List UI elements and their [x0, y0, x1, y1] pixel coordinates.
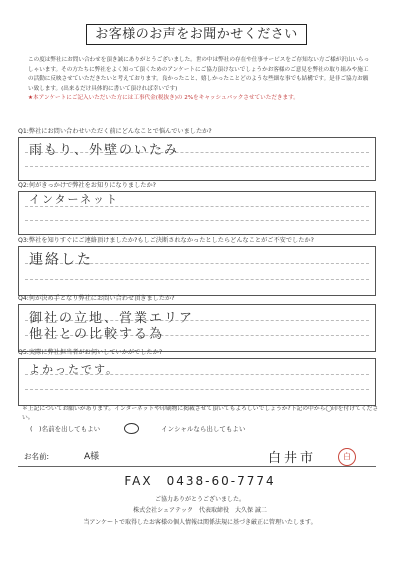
- ruled-line: [25, 279, 369, 280]
- question-3-label: Q3:弊社を知りすぐにご連絡頂けましたか?もしご決断されなかったとしたらどんなことがご不安でしたか?: [18, 237, 314, 244]
- name-value: A様: [84, 452, 100, 462]
- thanks-text: ご協力ありがとうございました。: [154, 496, 245, 503]
- answer-box-3: [18, 246, 376, 296]
- answer-box-2: [18, 191, 376, 235]
- question-4: [18, 294, 376, 352]
- question-1-label: Q1:弊社にお問い合わせいただく前にどんなことで悩んでいましたか?: [18, 128, 212, 135]
- privacy-note: 当アンケートで取得したお客様の個人情報は関係法規に基づき厳正に管理いたします。: [83, 519, 317, 526]
- answer-1: 雨もり、外壁のいたみ: [29, 143, 180, 158]
- option-full-name[interactable]: ( )名前を出してもよい: [30, 424, 101, 433]
- answer-box-4: [18, 304, 376, 352]
- city-value: 白井市: [268, 451, 317, 466]
- answer-2: インターネット: [29, 193, 120, 206]
- intro-text: [28, 56, 373, 104]
- name-label: お名前:: [24, 452, 50, 461]
- ruled-line: [25, 220, 369, 221]
- company-line: 株式会社シェアテック 代表取締役 大久保 誠二: [133, 507, 267, 514]
- question-2: [18, 181, 376, 235]
- question-3: [18, 236, 376, 296]
- consent-options: [30, 423, 289, 434]
- answer-3: 連絡した: [29, 252, 93, 268]
- cashback-note: ★本アンケートにご記入いただいた方には工事代金(税抜き)の 2%をキャッシュバックさせていただきます。: [28, 95, 299, 101]
- circle-mark-icon: [124, 423, 139, 434]
- question-5: [18, 348, 376, 406]
- name-row: [18, 446, 376, 467]
- answer-4-line-1: 御社の立地、営業エリア: [29, 311, 195, 326]
- ruled-line: [25, 389, 369, 390]
- question-1: [18, 127, 376, 181]
- question-2-label: Q2:何がきっかけで弊社をお知りになりましたか?: [18, 182, 156, 189]
- question-4-label: Q4:何が決め手となり弊社にお問い合わせ頂きましたか?: [18, 295, 175, 302]
- answer-box-1: [18, 137, 376, 181]
- question-5-label: Q5:実際に弊社担当者がお伺いしていかがでしたか?: [18, 349, 163, 356]
- option-initial[interactable]: [124, 425, 267, 433]
- answer-5: よかったです。: [29, 363, 120, 376]
- consent-question: ＊上記についてお願いがあります。インターネットや印刷物に掲載させて頂いてもよろしいでしょうか?下記の中から◯印を付けてください。: [22, 406, 379, 421]
- answer-4-line-2: 他社との比較する為: [29, 327, 165, 342]
- option-initial-label: インシャルなら出してもよい: [161, 424, 246, 433]
- fax-number: FAX 0438-60-7774: [124, 474, 276, 488]
- answer-box-5: [18, 358, 376, 406]
- seal-stamp-icon: 白: [338, 448, 356, 466]
- survey-title: お客様のお声をお聞かせください: [86, 24, 307, 45]
- ruled-line: [25, 166, 369, 167]
- intro-body: この度は弊社にお問い合わせを頂き誠にありがとうございました。世の中は弊社の存在や仕事サービスをご存知ない方ご様が沢山いらっしゃいます。その方たちに弊社をよく知って頂くためのアンケートにご協力頂けないでしょうかお客様のご意見を弊社の取り組みや施工の活動に反映させていただきたいと考えております。良かったこと、嬉しかったことどのような些細な事でも結構です。是非ご協力お願い致します。(出来るだけ具体的に書いて頂ければ幸いです): [28, 57, 370, 92]
